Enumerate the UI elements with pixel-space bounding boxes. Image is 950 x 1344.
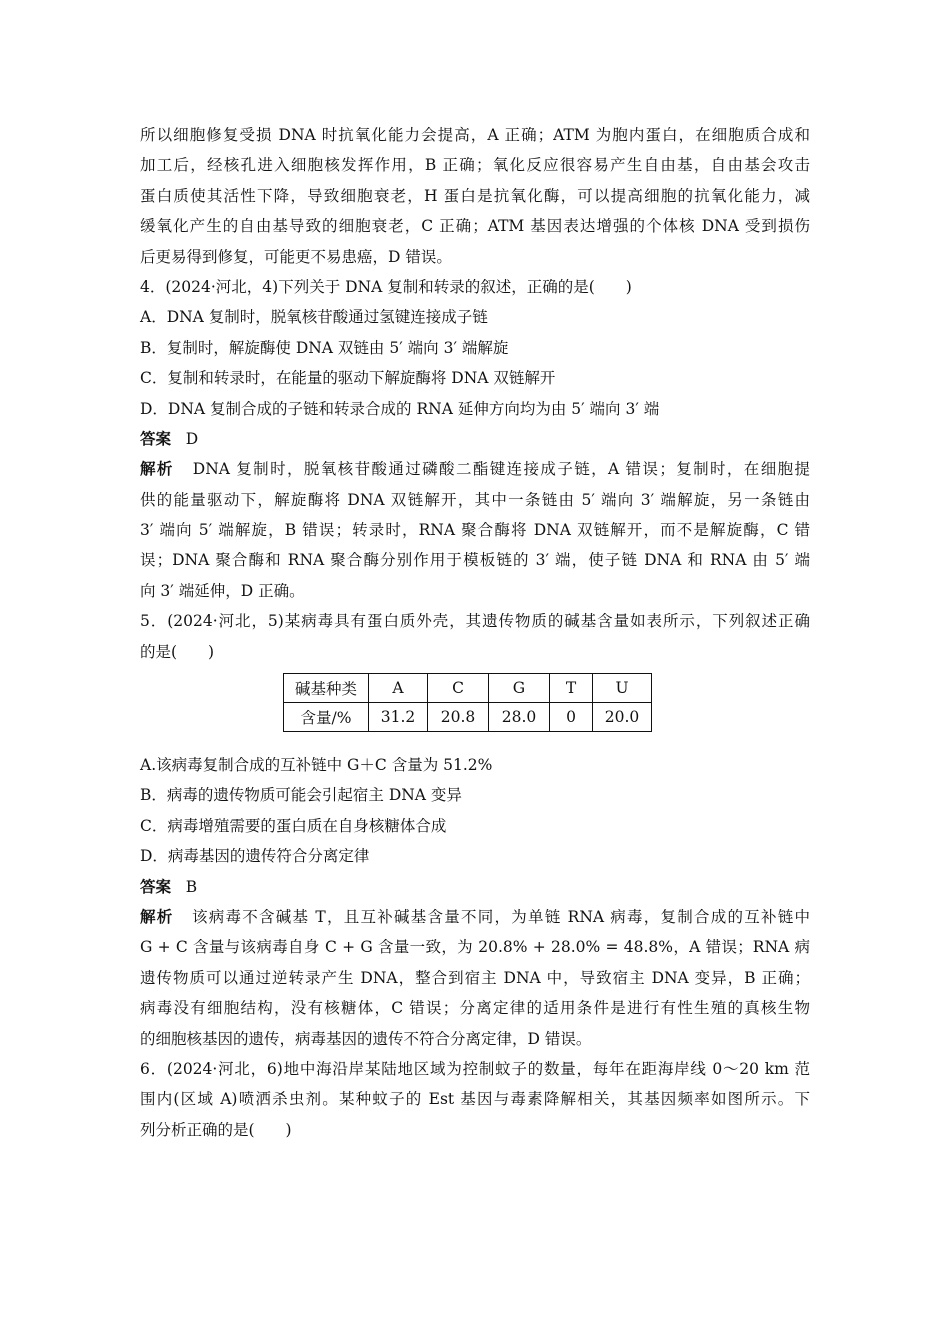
analysis-label: 解析 <box>140 459 174 479</box>
document-page <box>140 120 810 1145</box>
table-cell: G <box>489 674 550 703</box>
table-cell: 20.8 <box>428 703 489 732</box>
text-line: 3′ 端向 5′ 端解旋，B 错误；转录时，RNA 聚合酶将 DNA 双链解开，而不是解旋酶，C 错 <box>140 521 810 540</box>
base-content-table <box>283 673 652 732</box>
question-stem: 5．(2024·河北，5)某病毒具有蛋白质外壳，其遗传物质的碱基含量如表所示，下列叙述正确 <box>140 612 810 631</box>
text-line: 供的能量驱动下，解旋酶将 DNA 双链解开，其中一条链由 5′ 端向 3′ 端解旋，另一条链由 <box>140 490 810 509</box>
text-line: 后更易得到修复，可能更不易患癌，D 错误。 <box>140 247 452 266</box>
option-a: A．DNA 复制时，脱氧核苷酸通过氢键连接成子链 <box>140 308 488 327</box>
table-cell: U <box>593 674 652 703</box>
text-line: G + C 含量与该病毒自身 C + G 含量一致，为 20.8% + 28.0% = 48.8%，A 错误；RNA 病 <box>140 938 810 957</box>
question-stem: 列分析正确的是( ) <box>140 1120 292 1139</box>
question-stem: 围内(区域 A)喷洒杀虫剂。某种蚊子的 Est 基因与毒素降解相关，其基因频率如图所示。下 <box>140 1090 810 1109</box>
option-b: B．病毒的遗传物质可能会引起宿主 DNA 变异 <box>140 786 462 805</box>
text-line: 的细胞核基因的遗传，病毒基因的遗传不符合分离定律，D 错误。 <box>140 1029 592 1048</box>
table-cell: A <box>369 674 428 703</box>
option-a: A.该病毒复制合成的互补链中 G＋C 含量为 51.2% <box>140 756 493 775</box>
question-stem: 的是( ) <box>140 642 215 661</box>
text-line: 病毒没有细胞结构，没有核糖体，C 错误；分离定律的适用条件是进行有性生殖的真核生物 <box>140 999 810 1018</box>
answer-value: B <box>185 877 198 896</box>
text-line: 遗传物质可以通过逆转录产生 DNA，整合到宿主 DNA 中，导致宿主 DNA 变异，B 正确； <box>140 968 810 987</box>
table-header-row <box>284 674 652 703</box>
answer-line <box>140 424 810 454</box>
table-cell: 20.0 <box>593 703 652 732</box>
question-6 <box>140 1054 810 1145</box>
question-5 <box>140 606 810 1054</box>
option-c: C．病毒增殖需要的蛋白质在自身核糖体合成 <box>140 816 447 835</box>
question-4 <box>140 272 810 606</box>
table-cell: 28.0 <box>489 703 550 732</box>
text-line: 向 3′ 端延伸，D 正确。 <box>140 581 305 600</box>
answer-label: 答案 <box>140 876 172 896</box>
table-cell: C <box>428 674 489 703</box>
text-line: 蛋白质使其活性下降，导致细胞衰老，H 蛋白是抗氧化酶，可以提高细胞的抗氧化能力，减 <box>140 186 810 205</box>
table-cell: T <box>550 674 593 703</box>
table-cell: 含量/% <box>284 703 369 732</box>
table-cell: 31.2 <box>369 703 428 732</box>
question-stem: 4．(2024·河北，4)下列关于 DNA 复制和转录的叙述，正确的是( ) <box>140 277 632 296</box>
table-cell: 碱基种类 <box>284 674 369 703</box>
analysis-text: 该病毒不含碱基 T，且互补碱基含量不同，为单链 RNA 病毒，复制合成的互补链中 <box>192 907 810 926</box>
option-d: D．病毒基因的遗传符合分离定律 <box>140 847 370 866</box>
analysis-line <box>140 902 810 932</box>
intro-analysis <box>140 120 810 272</box>
text-line: 所以细胞修复受损 DNA 时抗氧化能力会提高，A 正确；ATM 为胞内蛋白，在细胞质合成和 <box>140 126 810 144</box>
base-content-table-wrap <box>283 673 810 732</box>
analysis-line <box>140 454 810 484</box>
analysis-label: 解析 <box>140 906 174 926</box>
text-line: 误；DNA 聚合酶和 RNA 聚合酶分别作用于模板链的 3′ 端，使子链 DNA 和 RNA 由 5′ 端 <box>140 551 810 570</box>
table-cell: 0 <box>550 703 593 732</box>
analysis-text: DNA 复制时，脱氧核苷酸通过磷酸二酯键连接成子链，A 错误；复制时，在细胞提 <box>192 460 810 479</box>
table-row <box>284 703 652 732</box>
answer-line <box>140 872 810 902</box>
answer-value: D <box>185 429 199 448</box>
text-line: 加工后，经核孔进入细胞核发挥作用，B 正确；氧化反应很容易产生自由基，自由基会攻击 <box>140 156 810 175</box>
option-b: B．复制时，解旋酶使 DNA 双链由 5′ 端向 3′ 端解旋 <box>140 338 509 357</box>
option-c: C．复制和转录时，在能量的驱动下解旋酶将 DNA 双链解开 <box>140 369 556 388</box>
answer-label: 答案 <box>140 428 172 448</box>
option-d: D．DNA 复制合成的子链和转录合成的 RNA 延伸方向均为由 5′ 端向 3′ 端 <box>140 399 660 418</box>
text-line: 缓氧化产生的自由基导致的细胞衰老，C 正确；ATM 基因表达增强的个体核 DNA 受到损伤 <box>140 217 810 236</box>
question-stem: 6．(2024·河北，6)地中海沿岸某陆地区域为控制蚊子的数量，每年在距海岸线 0～20 km 范 <box>140 1059 810 1078</box>
